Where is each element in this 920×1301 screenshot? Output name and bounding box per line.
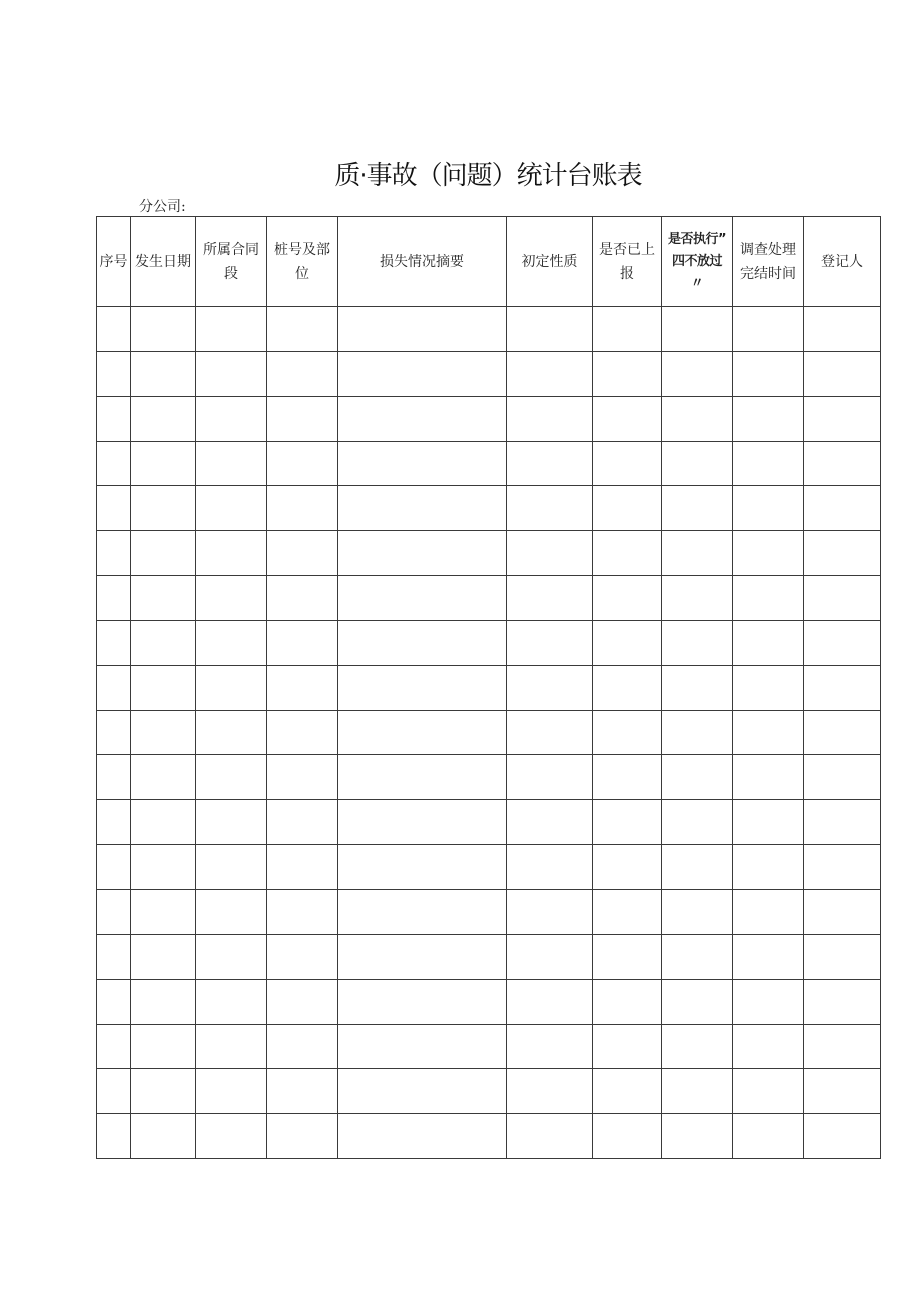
table-cell-investigation[interactable] <box>733 934 804 979</box>
table-cell-registrar[interactable] <box>804 845 881 890</box>
table-cell-four_not[interactable] <box>662 486 733 531</box>
table-cell-date[interactable] <box>131 396 196 441</box>
table-cell-nature[interactable] <box>507 396 593 441</box>
table-cell-registrar[interactable] <box>804 755 881 800</box>
table-cell-registrar[interactable] <box>804 1114 881 1159</box>
table-cell-date[interactable] <box>131 710 196 755</box>
table-cell-registrar[interactable] <box>804 531 881 576</box>
table-cell-seq[interactable] <box>97 979 131 1024</box>
table-cell-station[interactable] <box>267 620 338 665</box>
table-cell-investigation[interactable] <box>733 1114 804 1159</box>
table-cell-nature[interactable] <box>507 486 593 531</box>
table-row <box>97 486 881 531</box>
table-cell-contract[interactable] <box>196 486 267 531</box>
table-cell-four_not[interactable] <box>662 800 733 845</box>
table-row <box>97 979 881 1024</box>
table-cell-seq[interactable] <box>97 576 131 621</box>
table-body <box>97 307 881 1159</box>
table-cell-nature[interactable] <box>507 889 593 934</box>
table-cell-seq[interactable] <box>97 800 131 845</box>
table-cell-station[interactable] <box>267 396 338 441</box>
table-cell-four_not[interactable] <box>662 979 733 1024</box>
table-cell-four_not[interactable] <box>662 1024 733 1069</box>
table-cell-reported[interactable] <box>593 1069 662 1114</box>
table-cell-loss[interactable] <box>338 800 507 845</box>
table-cell-reported[interactable] <box>593 710 662 755</box>
table-row <box>97 620 881 665</box>
table-cell-four_not[interactable] <box>662 531 733 576</box>
table-cell-investigation[interactable] <box>733 620 804 665</box>
table-cell-loss[interactable] <box>338 755 507 800</box>
table-cell-station[interactable] <box>267 845 338 890</box>
table-cell-reported[interactable] <box>593 441 662 486</box>
table-cell-reported[interactable] <box>593 755 662 800</box>
table-cell-registrar[interactable] <box>804 1024 881 1069</box>
table-cell-investigation[interactable] <box>733 889 804 934</box>
table-cell-reported[interactable] <box>593 1024 662 1069</box>
table-cell-seq[interactable] <box>97 755 131 800</box>
table-cell-station[interactable] <box>267 1069 338 1114</box>
table-cell-date[interactable] <box>131 934 196 979</box>
table-cell-four_not[interactable] <box>662 441 733 486</box>
table-cell-date[interactable] <box>131 576 196 621</box>
table-cell-loss[interactable] <box>338 665 507 710</box>
header-four-not: 是否执行” 四不放过 〃 <box>662 217 733 307</box>
table-cell-contract[interactable] <box>196 351 267 396</box>
table-cell-four_not[interactable] <box>662 665 733 710</box>
table-cell-nature[interactable] <box>507 934 593 979</box>
table-cell-loss[interactable] <box>338 396 507 441</box>
table-cell-nature[interactable] <box>507 1069 593 1114</box>
table-cell-four_not[interactable] <box>662 351 733 396</box>
table-cell-investigation[interactable] <box>733 576 804 621</box>
table-cell-date[interactable] <box>131 665 196 710</box>
table-cell-date[interactable] <box>131 755 196 800</box>
table-cell-nature[interactable] <box>507 1024 593 1069</box>
table-cell-investigation[interactable] <box>733 486 804 531</box>
table-cell-seq[interactable] <box>97 351 131 396</box>
table-cell-four_not[interactable] <box>662 1069 733 1114</box>
table-cell-nature[interactable] <box>507 979 593 1024</box>
table-cell-reported[interactable] <box>593 979 662 1024</box>
table-cell-four_not[interactable] <box>662 396 733 441</box>
table-cell-station[interactable] <box>267 307 338 352</box>
table-cell-date[interactable] <box>131 351 196 396</box>
table-cell-seq[interactable] <box>97 1114 131 1159</box>
table-cell-investigation[interactable] <box>733 441 804 486</box>
table-cell-seq[interactable] <box>97 441 131 486</box>
table-cell-nature[interactable] <box>507 710 593 755</box>
table-cell-loss[interactable] <box>338 889 507 934</box>
table-cell-nature[interactable] <box>507 351 593 396</box>
table-cell-loss[interactable] <box>338 1114 507 1159</box>
table-cell-loss[interactable] <box>338 307 507 352</box>
table-cell-station[interactable] <box>267 934 338 979</box>
table-cell-four_not[interactable] <box>662 1114 733 1159</box>
table-cell-reported[interactable] <box>593 396 662 441</box>
table-row <box>97 351 881 396</box>
table-cell-four_not[interactable] <box>662 307 733 352</box>
table-cell-nature[interactable] <box>507 307 593 352</box>
table-cell-date[interactable] <box>131 1024 196 1069</box>
table-cell-contract[interactable] <box>196 396 267 441</box>
table-cell-date[interactable] <box>131 531 196 576</box>
table-cell-reported[interactable] <box>593 845 662 890</box>
table-cell-loss[interactable] <box>338 441 507 486</box>
table-cell-reported[interactable] <box>593 486 662 531</box>
table-row <box>97 1114 881 1159</box>
table-row <box>97 934 881 979</box>
table-cell-seq[interactable] <box>97 486 131 531</box>
table-cell-investigation[interactable] <box>733 1024 804 1069</box>
table-cell-station[interactable] <box>267 576 338 621</box>
table-cell-station[interactable] <box>267 1024 338 1069</box>
table-cell-investigation[interactable] <box>733 351 804 396</box>
table-cell-nature[interactable] <box>507 531 593 576</box>
table-cell-station[interactable] <box>267 979 338 1024</box>
header-investigation: 调查处理 完结时间 <box>733 217 804 307</box>
table-cell-registrar[interactable] <box>804 710 881 755</box>
table-cell-loss[interactable] <box>338 576 507 621</box>
table-cell-date[interactable] <box>131 800 196 845</box>
table-cell-contract[interactable] <box>196 1069 267 1114</box>
table-row <box>97 800 881 845</box>
table-cell-reported[interactable] <box>593 800 662 845</box>
table-cell-registrar[interactable] <box>804 889 881 934</box>
table-cell-four_not[interactable] <box>662 845 733 890</box>
table-cell-four_not[interactable] <box>662 889 733 934</box>
table-cell-seq[interactable] <box>97 889 131 934</box>
table-cell-contract[interactable] <box>196 531 267 576</box>
header-seq: 序号 <box>97 217 131 307</box>
table-cell-seq[interactable] <box>97 1024 131 1069</box>
table-cell-station[interactable] <box>267 710 338 755</box>
table-cell-reported[interactable] <box>593 531 662 576</box>
table-cell-registrar[interactable] <box>804 351 881 396</box>
table-cell-contract[interactable] <box>196 1024 267 1069</box>
table-cell-investigation[interactable] <box>733 1069 804 1114</box>
table-cell-registrar[interactable] <box>804 800 881 845</box>
table-cell-contract[interactable] <box>196 576 267 621</box>
table-cell-reported[interactable] <box>593 307 662 352</box>
table-row <box>97 307 881 352</box>
table-cell-date[interactable] <box>131 620 196 665</box>
table-row <box>97 889 881 934</box>
table-header-row <box>97 217 881 307</box>
table-cell-station[interactable] <box>267 531 338 576</box>
table-cell-date[interactable] <box>131 307 196 352</box>
table-cell-station[interactable] <box>267 351 338 396</box>
table-cell-loss[interactable] <box>338 934 507 979</box>
table-cell-loss[interactable] <box>338 1024 507 1069</box>
table-cell-four_not[interactable] <box>662 934 733 979</box>
table-cell-station[interactable] <box>267 889 338 934</box>
table-cell-contract[interactable] <box>196 620 267 665</box>
table-cell-contract[interactable] <box>196 710 267 755</box>
table-cell-investigation[interactable] <box>733 979 804 1024</box>
table-cell-registrar[interactable] <box>804 1069 881 1114</box>
header-registrar: 登记人 <box>804 217 881 307</box>
table-cell-four_not[interactable] <box>662 620 733 665</box>
table-cell-reported[interactable] <box>593 351 662 396</box>
table-cell-nature[interactable] <box>507 665 593 710</box>
table-cell-station[interactable] <box>267 755 338 800</box>
table-cell-investigation[interactable] <box>733 665 804 710</box>
table-cell-loss[interactable] <box>338 486 507 531</box>
table-cell-contract[interactable] <box>196 889 267 934</box>
header-reported: 是否已上 报 <box>593 217 662 307</box>
table-cell-registrar[interactable] <box>804 934 881 979</box>
table-cell-four_not[interactable] <box>662 576 733 621</box>
page-title: 质·事故（问题）统计台账表 <box>334 161 642 192</box>
table-cell-four_not[interactable] <box>662 710 733 755</box>
table-cell-nature[interactable] <box>507 620 593 665</box>
table-cell-investigation[interactable] <box>733 307 804 352</box>
table-cell-registrar[interactable] <box>804 486 881 531</box>
table-row <box>97 396 881 441</box>
table-cell-nature[interactable] <box>507 800 593 845</box>
header-loss: 损失情况摘要 <box>338 217 507 307</box>
table-cell-registrar[interactable] <box>804 441 881 486</box>
table-cell-contract[interactable] <box>196 755 267 800</box>
table-cell-seq[interactable] <box>97 620 131 665</box>
table-cell-contract[interactable] <box>196 307 267 352</box>
table-cell-station[interactable] <box>267 665 338 710</box>
table-cell-reported[interactable] <box>593 934 662 979</box>
table-cell-loss[interactable] <box>338 979 507 1024</box>
table-cell-loss[interactable] <box>338 1069 507 1114</box>
table-cell-registrar[interactable] <box>804 576 881 621</box>
table-cell-seq[interactable] <box>97 307 131 352</box>
table-cell-investigation[interactable] <box>733 531 804 576</box>
table-cell-contract[interactable] <box>196 845 267 890</box>
table-cell-reported[interactable] <box>593 889 662 934</box>
table-cell-investigation[interactable] <box>733 845 804 890</box>
company-label: 分公司: <box>139 199 186 215</box>
table-cell-loss[interactable] <box>338 351 507 396</box>
table-row <box>97 1069 881 1114</box>
table-cell-contract[interactable] <box>196 934 267 979</box>
table-cell-registrar[interactable] <box>804 620 881 665</box>
table-cell-date[interactable] <box>131 486 196 531</box>
table-cell-investigation[interactable] <box>733 755 804 800</box>
table-cell-registrar[interactable] <box>804 665 881 710</box>
ledger-table <box>96 216 881 1159</box>
table-cell-seq[interactable] <box>97 934 131 979</box>
table-cell-loss[interactable] <box>338 620 507 665</box>
table-cell-reported[interactable] <box>593 620 662 665</box>
table-cell-nature[interactable] <box>507 755 593 800</box>
table-cell-contract[interactable] <box>196 800 267 845</box>
table-cell-seq[interactable] <box>97 845 131 890</box>
table-cell-date[interactable] <box>131 845 196 890</box>
table-cell-investigation[interactable] <box>733 800 804 845</box>
table-cell-contract[interactable] <box>196 441 267 486</box>
table-cell-station[interactable] <box>267 800 338 845</box>
table-cell-registrar[interactable] <box>804 396 881 441</box>
table-cell-nature[interactable] <box>507 845 593 890</box>
table-cell-seq[interactable] <box>97 1069 131 1114</box>
table-row <box>97 710 881 755</box>
table-cell-seq[interactable] <box>97 531 131 576</box>
table-cell-contract[interactable] <box>196 979 267 1024</box>
table-cell-reported[interactable] <box>593 1114 662 1159</box>
table-cell-station[interactable] <box>267 486 338 531</box>
header-contract: 所属合同 段 <box>196 217 267 307</box>
header-date: 发生日期 <box>131 217 196 307</box>
table-row <box>97 665 881 710</box>
table-cell-date[interactable] <box>131 979 196 1024</box>
table-cell-date[interactable] <box>131 1114 196 1159</box>
table-cell-contract[interactable] <box>196 665 267 710</box>
table-cell-reported[interactable] <box>593 576 662 621</box>
table-cell-registrar[interactable] <box>804 979 881 1024</box>
table-cell-investigation[interactable] <box>733 396 804 441</box>
table-cell-seq[interactable] <box>97 665 131 710</box>
table-row <box>97 755 881 800</box>
table-cell-registrar[interactable] <box>804 307 881 352</box>
table-cell-seq[interactable] <box>97 396 131 441</box>
table-cell-four_not[interactable] <box>662 755 733 800</box>
table-cell-loss[interactable] <box>338 845 507 890</box>
table-cell-nature[interactable] <box>507 1114 593 1159</box>
table-cell-station[interactable] <box>267 441 338 486</box>
table-cell-contract[interactable] <box>196 1114 267 1159</box>
table-cell-reported[interactable] <box>593 665 662 710</box>
table-row <box>97 531 881 576</box>
header-station: 桩号及部 位 <box>267 217 338 307</box>
table-row <box>97 845 881 890</box>
table-cell-loss[interactable] <box>338 531 507 576</box>
table-row <box>97 441 881 486</box>
table-cell-loss[interactable] <box>338 710 507 755</box>
table-row <box>97 1024 881 1069</box>
table-cell-seq[interactable] <box>97 710 131 755</box>
table-cell-nature[interactable] <box>507 576 593 621</box>
table-cell-date[interactable] <box>131 441 196 486</box>
table-cell-date[interactable] <box>131 889 196 934</box>
table-cell-nature[interactable] <box>507 441 593 486</box>
table-cell-date[interactable] <box>131 1069 196 1114</box>
table-row <box>97 576 881 621</box>
table-cell-investigation[interactable] <box>733 710 804 755</box>
header-nature: 初定性质 <box>507 217 593 307</box>
table-cell-station[interactable] <box>267 1114 338 1159</box>
